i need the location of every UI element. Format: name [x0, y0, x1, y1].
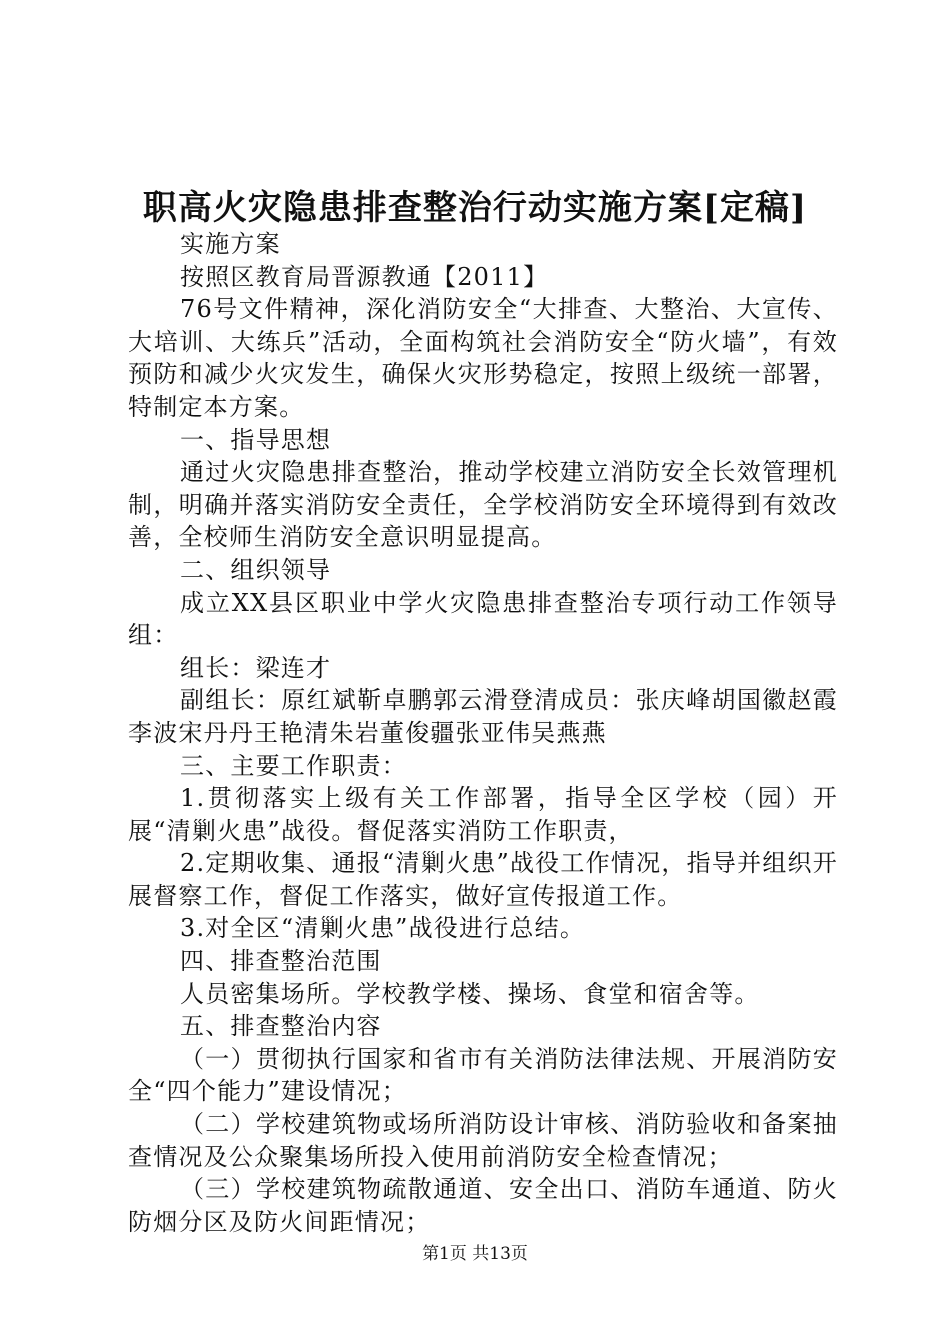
paragraph-intro: 76号文件精神，深化消防安全“大排查、大整治、大宣传、大培训、大练兵”活动，全面构筑社会消防安全“防火墙”，有效预防和减少火灾发生，确保火灾形势稳定，按照上级统一部署，特制定本方案。: [128, 295, 838, 421]
document-title: 职高火灾隐患排查整治行动实施方案[定稿]: [142, 188, 808, 228]
paragraph-organization: 成立XX县区职业中学火灾隐患排查整治专项行动工作领导组：: [128, 588, 838, 650]
paragraph-deputy-leaders: 副组长：原红斌靳卓鹏郭云滑登清成员：张庆峰胡国徽赵霞李波宋丹丹王艳清朱岩董俊疆张亚伟吴燕燕: [128, 686, 838, 747]
paragraph-content-3: （三）学校建筑物疏散通道、安全出口、消防车通道、防火防烟分区及防火间距情况；: [128, 1175, 838, 1236]
paragraph-duty-2: 2.定期收集、通报“清剿火患”战役工作情况，指导并组织开展督察工作，督促工作落实，做好宣传报道工作。: [128, 849, 838, 910]
paragraph-guiding-thought: 通过火灾隐患排查整治，推动学校建立消防安全长效管理机制，明确并落实消防安全责任，全学校消防安全环境得到有效改善，全校师生消防安全意识明显提高。: [128, 458, 838, 552]
document-body: [128, 228, 838, 1238]
paragraph-group-leader: 组长：梁连才: [180, 653, 332, 682]
paragraph-content-2: （二）学校建筑物或场所消防设计审核、消防验收和备案抽查情况及公众聚集场所投入使用前消防安全检查情况；: [128, 1110, 838, 1171]
paragraph-duty-1: 1.贯彻落实上级有关工作部署，指导全区学校（园）开展“清剿火患”战役。督促落实消防工作职责，: [128, 784, 838, 845]
section-heading-scope: 四、排查整治范围: [180, 947, 382, 976]
section-heading-content: 五、排查整治内容: [180, 1012, 382, 1041]
section-heading-guiding-thought: 一、指导思想: [180, 425, 332, 454]
paragraph-scope: 人员密集场所。学校教学楼、操场、食堂和宿舍等。: [180, 979, 760, 1008]
paragraph-reference: 按照区教育局晋源教通【2011】: [180, 262, 549, 291]
page-footer: 第1页 共13页: [422, 1244, 528, 1264]
section-heading-organization: 二、组织领导: [180, 555, 332, 584]
paragraph-heading-plan: 实施方案: [180, 230, 281, 258]
section-heading-duties: 三、主要工作职责：: [180, 751, 407, 780]
paragraph-duty-3: 3.对全区“清剿火患”战役进行总结。: [180, 914, 586, 943]
paragraph-content-1: （一）贯彻执行国家和省市有关消防法律法规、开展消防安全“四个能力”建设情况；: [128, 1044, 838, 1106]
